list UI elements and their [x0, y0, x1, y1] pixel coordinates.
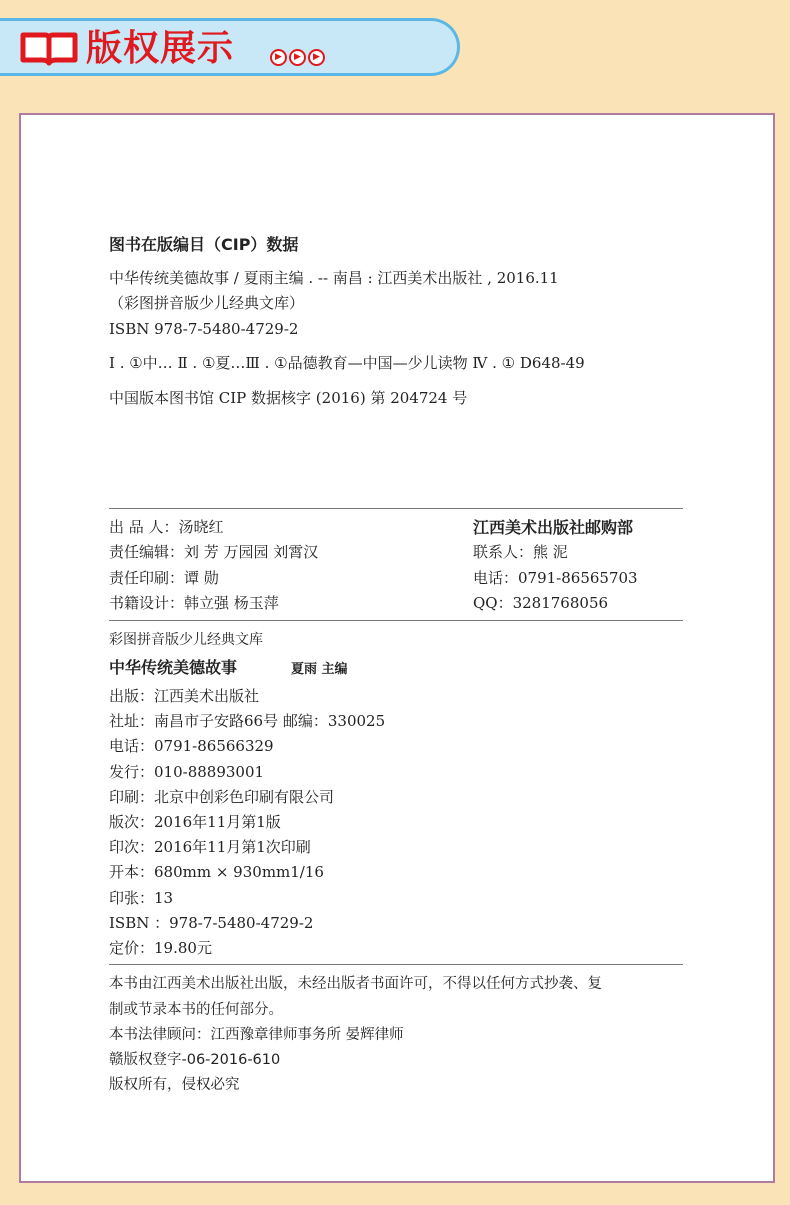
notice-line: 版权所有，侵权必究 — [109, 1077, 240, 1093]
cip-record-number: 中国版本图书馆 CIP 数据核字 (2016) 第 204724 号 — [109, 389, 468, 407]
arrow-group — [270, 49, 325, 66]
book-detail: 出版：江西美术出版社 — [109, 687, 260, 705]
copyright-page — [19, 113, 775, 1183]
book-detail: 电话：0791-86566329 — [109, 737, 274, 755]
cip-series-line: （彩图拼音版少儿经典文库） — [109, 294, 305, 312]
divider — [109, 620, 683, 621]
notice-line: 制或节录本书的任何部分。 — [109, 1002, 283, 1018]
divider — [109, 964, 683, 965]
book-detail: 开本：680mm × 930mm1/16 — [109, 863, 324, 881]
credit-editors: 责任编辑：刘 芳 万园园 刘霄汉 — [109, 543, 319, 561]
book-detail: 发行：010-88893001 — [109, 763, 265, 781]
arrow-right-icon: ▶ — [308, 49, 325, 66]
book-detail: 印刷：北京中创彩色印刷有限公司 — [109, 788, 335, 806]
mail-contact: 联系人：熊 泥 — [473, 543, 568, 561]
book-detail: 印张：13 — [109, 889, 174, 907]
notice-line: 本书法律顾问：江西豫章律师事务所 晏辉律师 — [109, 1027, 404, 1043]
credit-design: 书籍设计：韩立强 杨玉萍 — [109, 594, 279, 612]
book-series: 彩图拼音版少儿经典文库 — [109, 632, 263, 648]
book-author: 夏雨 主编 — [291, 662, 348, 677]
section-banner — [0, 18, 460, 76]
open-book-icon — [20, 32, 78, 66]
banner-title: 版权展示 — [86, 28, 235, 69]
cip-classification: Ⅰ . ①中… Ⅱ . ①夏…Ⅲ . ①品德教育—中国—少儿读物 Ⅳ . ① D648-49 — [109, 354, 585, 372]
book-detail: 社址：南昌市子安路66号 邮编：330025 — [109, 712, 386, 730]
arrow-right-icon: ▶ — [270, 49, 287, 66]
cip-isbn: ISBN 978-7-5480-4729-2 — [109, 320, 299, 338]
divider — [109, 508, 683, 509]
credit-printing: 责任印刷：谭 勋 — [109, 569, 219, 587]
notice-line: 赣版权登字-06-2016-610 — [109, 1052, 281, 1068]
notice-line: 本书由江西美术出版社出版，未经出版者书面许可，不得以任何方式抄袭、复 — [109, 976, 602, 992]
mail-order-title: 江西美术出版社邮购部 — [473, 518, 634, 537]
book-detail: 版次：2016年11月第1版 — [109, 813, 281, 831]
book-detail: 印次：2016年11月第1次印刷 — [109, 838, 311, 856]
book-detail: 定价：19.80元 — [109, 939, 212, 957]
mail-phone: 电话：0791-86565703 — [473, 569, 638, 587]
arrow-right-icon: ▶ — [289, 49, 306, 66]
credit-producer: 出 品 人：汤晓红 — [109, 518, 224, 536]
book-detail: ISBN ：978-7-5480-4729-2 — [109, 914, 314, 932]
mail-qq: QQ：3281768056 — [473, 594, 609, 612]
book-title: 中华传统美德故事 — [109, 658, 238, 677]
cip-heading: 图书在版编目（CIP）数据 — [109, 235, 299, 254]
cip-title-line: 中华传统美德故事 / 夏雨主编 . -- 南昌 : 江西美术出版社 , 2016.11 — [109, 269, 559, 287]
